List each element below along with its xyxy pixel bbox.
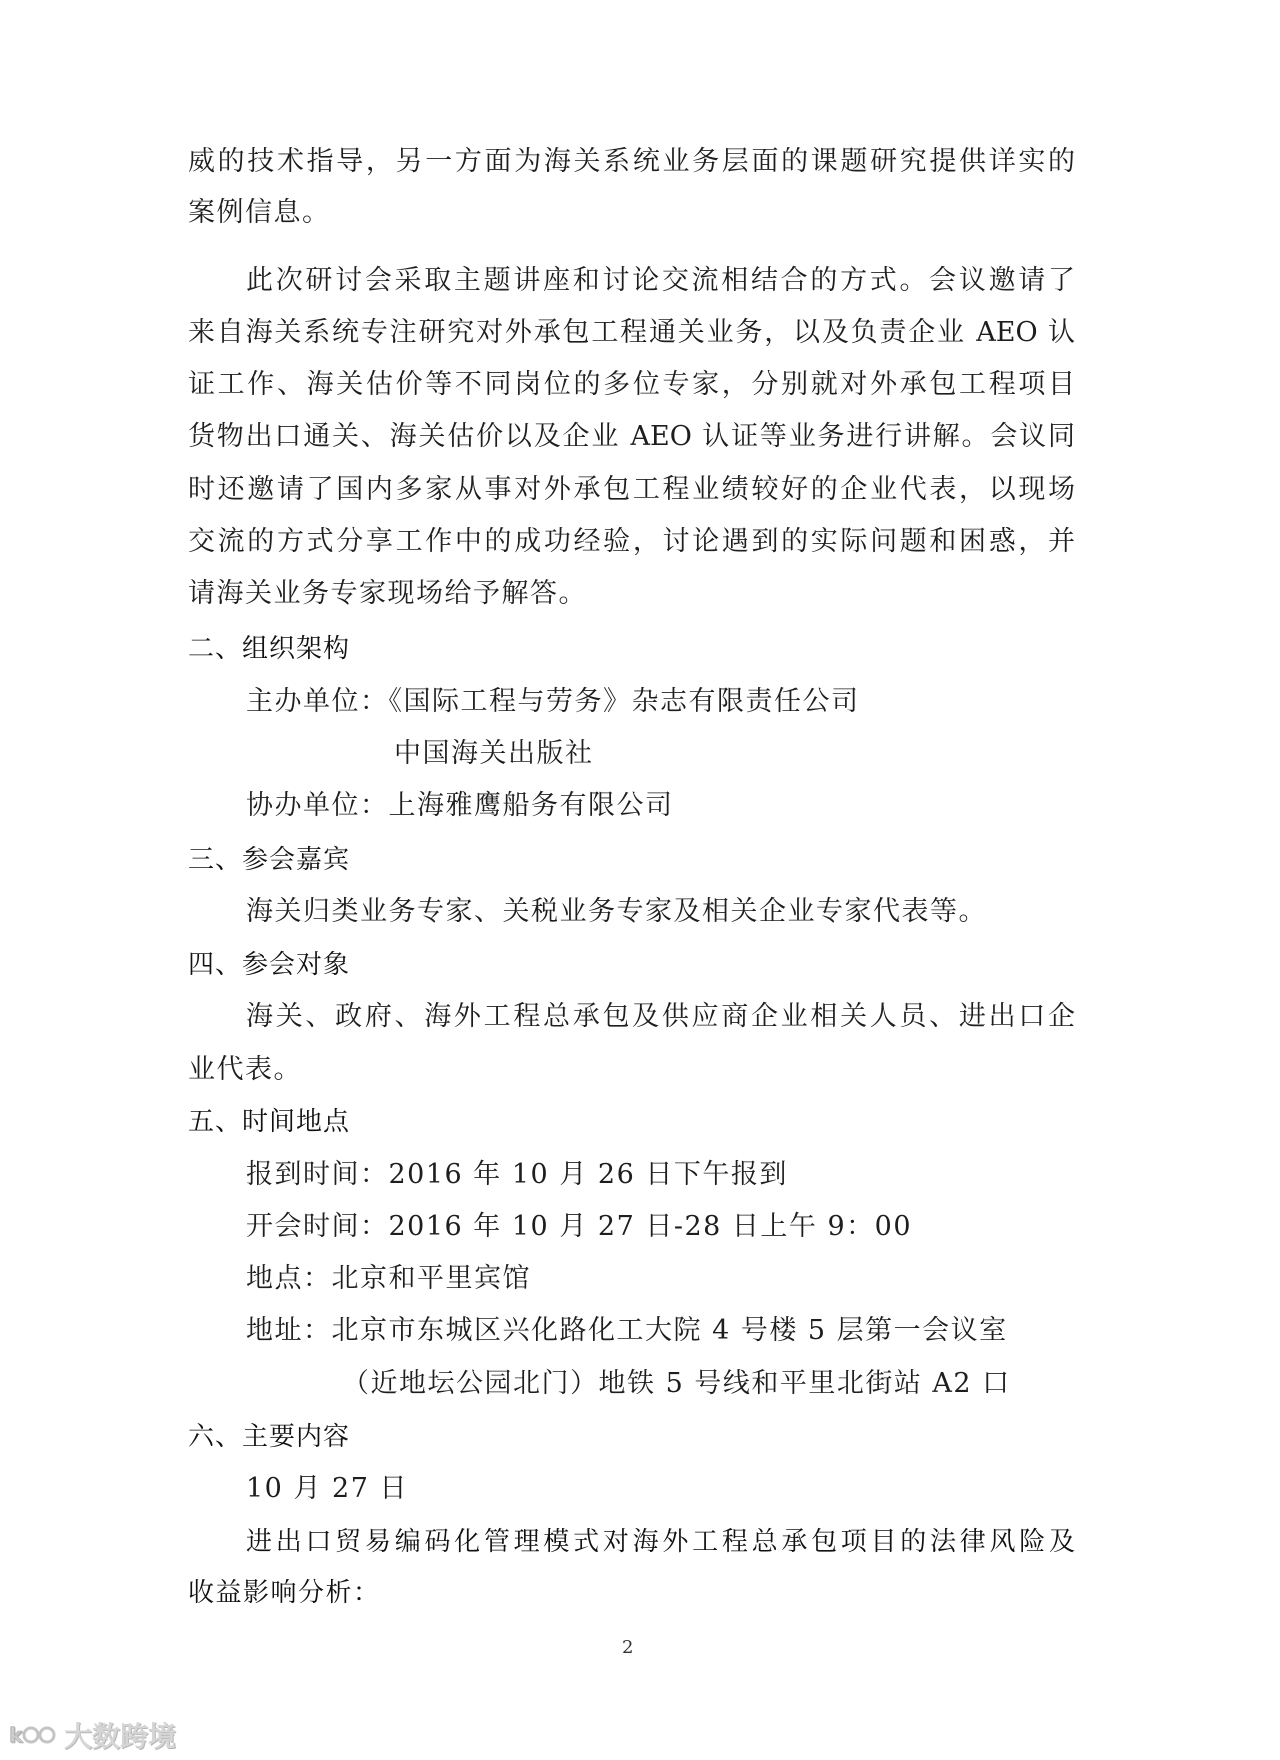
address-1: 地址：北京市东城区兴化路化工大院 4 号楼 5 层第一会议室 xyxy=(246,1315,1008,1346)
watermark xyxy=(8,1718,176,1752)
audience-text-2: 业代表。 xyxy=(188,1054,302,1085)
address-2: （近地坛公园北门）地铁 5 号线和平里北街站 A2 口 xyxy=(342,1368,1011,1399)
host-organizer-2: 中国海关出版社 xyxy=(394,738,594,769)
venue: 地点：北京和平里宾馆 xyxy=(246,1263,531,1294)
registration-time: 报到时间：2016 年 10 月 26 日下午报到 xyxy=(246,1159,788,1190)
content-topic-2: 收益影响分析： xyxy=(188,1578,381,1608)
body-line-9: 请海关业务专家现场给予解答。 xyxy=(188,578,587,609)
body-line-4: 来自海关系统专注研究对外承包工程通关业务，以及负责企业 AEO 认 xyxy=(188,317,1075,348)
section-heading-audience: 四、参会对象 xyxy=(188,950,351,980)
section-heading-organization: 二、组织架构 xyxy=(188,634,351,664)
co-organizer: 协办单位：上海雅鹰船务有限公司 xyxy=(246,790,674,821)
section-heading-guests: 三、参会嘉宾 xyxy=(188,845,351,875)
section-heading-content: 六、主要内容 xyxy=(188,1422,351,1452)
watermark-text: 大数跨境 xyxy=(64,1720,177,1753)
body-line-5: 证工作、海关估价等不同岗位的多位专家，分别就对外承包工程项目 xyxy=(188,369,1075,400)
body-line-2: 案例信息。 xyxy=(188,197,331,228)
audience-text-1: 海关、政府、海外工程总承包及供应商企业相关人员、进出口企 xyxy=(246,1001,1075,1032)
body-line-8: 交流的方式分享工作中的成功经验，讨论遇到的实际问题和困惑，并 xyxy=(188,526,1075,557)
content-topic-1: 进出口贸易编码化管理模式对海外工程总承包项目的法律风险及 xyxy=(246,1527,1075,1557)
body-line-1: 威的技术指导，另一方面为海关系统业务层面的课题研究提供详实的 xyxy=(188,146,1075,177)
content-date: 10 月 27 日 xyxy=(246,1473,408,1504)
body-line-3: 此次研讨会采取主题讲座和讨论交流相结合的方式。会议邀请了 xyxy=(246,265,1075,296)
page-number: 2 xyxy=(622,1637,634,1658)
host-organizer: 主办单位：《国际工程与劳务》杂志有限责任公司 xyxy=(246,686,860,717)
body-line-6: 货物出口通关、海关估价以及企业 AEO 认证等业务进行讲解。会议同 xyxy=(188,421,1075,452)
meeting-time: 开会时间：2016 年 10 月 27 日-28 日上午 9：00 xyxy=(246,1211,913,1242)
guests-text: 海关归类业务专家、关税业务专家及相关企业专家代表等。 xyxy=(246,896,987,927)
section-heading-time-place: 五、时间地点 xyxy=(188,1107,351,1137)
body-line-7: 时还邀请了国内多家从事对外承包工程业绩较好的企业代表，以现场 xyxy=(188,474,1075,505)
svg-text:k: k xyxy=(9,1723,23,1747)
watermark-logo-icon xyxy=(8,1720,60,1750)
